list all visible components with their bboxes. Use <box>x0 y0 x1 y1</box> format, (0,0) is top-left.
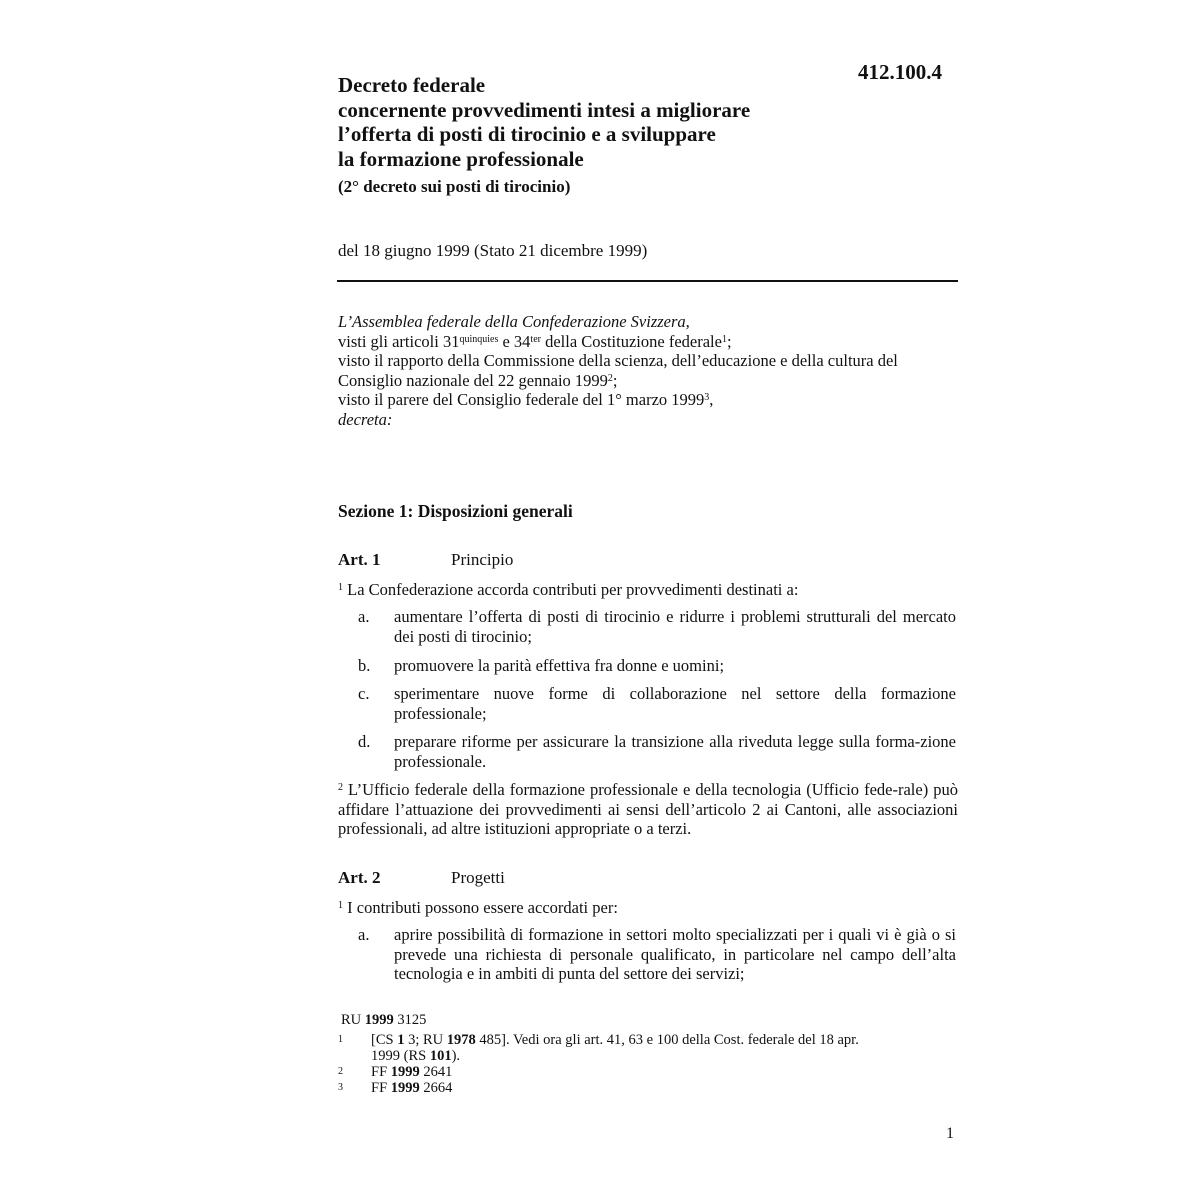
preamble-line <box>338 332 958 352</box>
footnote-text: 1999 <box>390 1064 420 1080</box>
preamble-line <box>338 390 958 410</box>
list-item <box>358 925 956 984</box>
list-item <box>358 684 956 723</box>
preamble-text: ; <box>612 370 618 390</box>
page-number: 1 <box>946 1125 954 1142</box>
footnote-line <box>371 1064 452 1080</box>
superscript: quinquies <box>459 333 499 345</box>
list-item-label: a. <box>358 607 370 626</box>
list-item-label: c. <box>358 684 370 703</box>
list-item-text: sperimentare nuove forme di collaborazione nel settore della formazione professionale; <box>394 684 956 723</box>
list-item-text: aprire possibilità di formazione in settori molto specializzati per i quali vi è già o si prevede una richiesta di personale qualificato, in particolare nel campo dell’alta tecnologia e in ambiti di punta del settore dei servizi; <box>394 925 956 983</box>
list-item <box>358 732 956 771</box>
paragraph-text: L’Ufficio federale della formazione professionale e della tecnologia (Ufficio fede-rale) può affidare l’attuazione dei provvedimenti ai sensi dell’articolo 2 ai Cantoni, alle associazioni professionali, ad altre istituzioni appropriate o a terzi. <box>338 780 958 838</box>
footnote-text: 2641 <box>419 1064 453 1080</box>
preamble-text: Consiglio nazionale del 22 gennaio 1999 <box>338 370 608 390</box>
list-item-label: d. <box>358 732 371 751</box>
article-title: Progetti <box>451 868 505 887</box>
footnote-text: 1999 <box>390 1080 420 1096</box>
preamble <box>338 312 958 429</box>
article-number: Art. 1 <box>338 550 381 569</box>
list-item <box>358 607 956 646</box>
official-compilation-ref <box>341 1012 426 1029</box>
article-paragraph <box>338 780 958 839</box>
article-paragraph <box>338 580 958 600</box>
document-subtitle: (2° decreto sui posti di tirocinio) <box>338 177 571 196</box>
footnote-text: 1999 (RS <box>371 1048 430 1064</box>
footnote-mark: 2 <box>338 1066 343 1077</box>
preamble-text: e 34 <box>498 331 531 351</box>
footnote-ref[interactable]: 1 <box>721 333 727 345</box>
section-heading: Sezione 1: Disposizioni generali <box>338 501 573 521</box>
paragraph-text: I contributi possono essere accordati per: <box>343 898 618 917</box>
footnote-text: 101 <box>429 1048 452 1064</box>
title-line: la formazione professionale <box>338 146 584 171</box>
document-title <box>338 73 898 171</box>
preamble-assembly: L’Assemblea federale della Confederazione Svizzera, <box>338 312 690 331</box>
footnote-line <box>371 1032 859 1048</box>
footnote-mark: 1 <box>338 1034 343 1045</box>
footnote-ref[interactable]: 3 <box>704 392 710 403</box>
footnote-line <box>371 1080 452 1096</box>
document-reference-number: 412.100.4 <box>858 60 942 84</box>
footnote-text: FF <box>371 1080 391 1096</box>
list-item <box>358 656 956 676</box>
footnote-text: 1999 <box>364 1012 394 1028</box>
footnote-text: 2664 <box>419 1080 453 1096</box>
preamble-text: ; <box>726 331 732 351</box>
article-paragraph <box>338 898 958 918</box>
preamble-text: , <box>709 390 714 409</box>
footnote-text: [CS <box>371 1032 398 1048</box>
preamble-line: visto il rapporto della Commissione della scienza, dell’educazione e della cultura del <box>338 351 898 370</box>
footnote-text: 1978 <box>446 1032 476 1048</box>
article-title: Principio <box>451 550 514 569</box>
preamble-text: della Costituzione federale <box>540 331 722 351</box>
preamble-text: visti gli articoli 31 <box>338 331 460 351</box>
list-item-text: preparare riforme per assicurare la transizione alla riveduta legge sulla forma-zione professionale. <box>394 732 956 771</box>
footnote-text: RU <box>341 1012 365 1028</box>
document-date: del 18 giugno 1999 (Stato 21 dicembre 1999) <box>338 241 648 260</box>
footnote-line <box>371 1048 859 1064</box>
title-line: Decreto federale <box>338 73 486 97</box>
article-number: Art. 2 <box>338 868 381 887</box>
footnote-mark: 3 <box>338 1082 343 1093</box>
superscript: ter <box>530 333 541 345</box>
footnote <box>338 1064 938 1080</box>
preamble-text: visto il parere del Consiglio federale del 1° marzo 1999 <box>338 390 705 409</box>
footnote <box>338 1032 938 1064</box>
title-line: concernente provvedimenti intesi a migliorare <box>338 97 751 122</box>
preamble-line <box>338 371 958 391</box>
footnote-text: 3125 <box>393 1012 427 1028</box>
footnote <box>338 1080 938 1096</box>
list-item-text: aumentare l’offerta di posti di tirocinio e ridurre i problemi strutturali del mercato dei posti di tirocinio; <box>394 607 956 646</box>
list-item-label: b. <box>358 656 371 675</box>
article-heading <box>338 550 513 570</box>
title-line: l’offerta di posti di tirocinio e a sviluppare <box>338 122 716 146</box>
footnote-text: 1 <box>397 1032 405 1048</box>
footnote-ref[interactable]: 2 <box>607 372 613 384</box>
footnote-text: FF <box>371 1064 391 1080</box>
list-item-label: a. <box>358 925 370 944</box>
footnote-text: 485]. Vedi ora gli art. 41, 63 e 100 della Cost. federale del 18 apr. <box>475 1032 859 1048</box>
footnote-text: 3; RU <box>404 1032 447 1048</box>
paragraph-number: 1 <box>338 582 343 593</box>
preamble-decreta: decreta: <box>338 409 393 429</box>
article-heading <box>338 868 505 888</box>
footnote-text: ). <box>451 1048 461 1064</box>
list-item-text: promuovere la parità effettiva fra donne e uomini; <box>394 656 725 675</box>
paragraph-text: La Confederazione accorda contributi per provvedimenti destinati a: <box>343 580 799 599</box>
header-divider <box>337 280 958 282</box>
paragraph-number: 1 <box>338 900 343 911</box>
paragraph-number: 2 <box>338 782 343 793</box>
